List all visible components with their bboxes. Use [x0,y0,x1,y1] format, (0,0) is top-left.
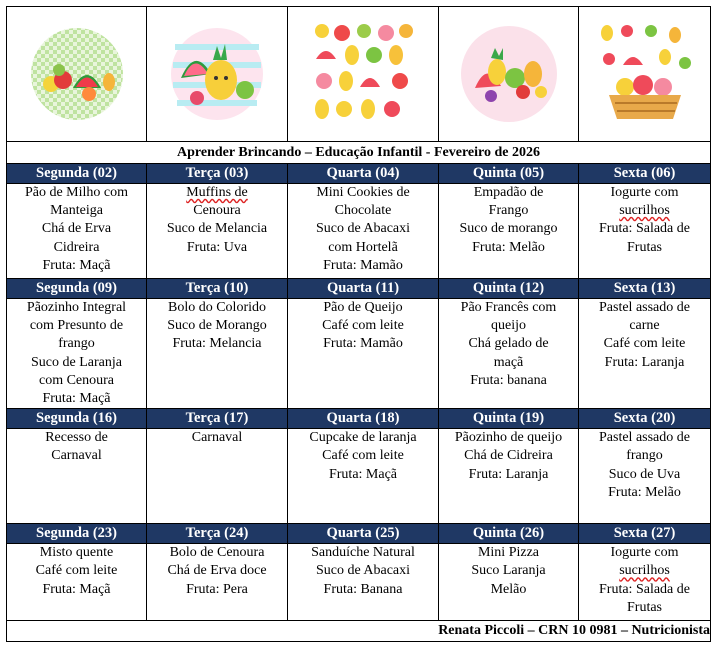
menu-line: Suco de Uva [608,466,681,482]
week-4-menu-row [7,544,711,621]
day-menu [579,429,711,524]
day-header: Terça (24) [147,524,288,544]
menu-line: Mini Pizza [477,545,540,561]
menu-line: Frango [488,203,529,219]
menu-line: com Presunto de [29,318,124,334]
menu-line: Chocolate [334,203,392,219]
menu-line: Fruta: Salada de [599,221,690,237]
menu-line: Fruta: Melão [608,484,681,500]
menu-line: Pastel assado de [599,430,690,446]
day-menu [147,544,288,621]
images-row [7,7,711,142]
menu-line: Chá gelado de [468,336,549,352]
menu-line: Cidreira [53,239,100,255]
image-cell-5 [579,7,711,142]
menu-line: Fruta: Maçã [328,466,398,482]
fruit-basket-icon [593,19,697,129]
day-menu [7,299,147,409]
menu-line: carne [629,318,660,334]
menu-line: Misto quente [39,545,114,561]
day-menu [288,299,439,409]
day-header: Quinta (19) [439,409,579,429]
menu-line: Melão [490,581,527,597]
day-menu [147,299,288,409]
menu-line: Fruta: Mamão [323,336,403,352]
image-cell-3 [288,7,439,142]
menu-line: Suco de Morango [167,318,267,334]
menu-line: Café com leite [35,563,118,579]
day-header: Terça (10) [147,279,288,299]
fruits-group-checkered-icon [29,26,125,122]
menu-line: Fruta: Maçã [42,391,111,407]
menu-line: Fruta: Banana [323,581,403,597]
menu-line: Carnaval [191,430,243,446]
day-menu [439,544,579,621]
menu-line: Café com leite [603,336,686,352]
day-header: Quarta (11) [288,279,439,299]
day-menu [147,184,288,279]
menu-line: Empadão de [473,185,544,200]
day-menu [439,429,579,524]
day-header: Sexta (27) [579,524,711,544]
menu-line: Café com leite [322,448,404,464]
footer-row [7,621,711,642]
menu-line: Chá de Erva [41,221,112,237]
menu-line: sucrilhos [619,563,670,579]
nutritionist-signature: Renata Piccoli – CRN 10 0981 – Nutricionista [7,621,711,642]
menu-line: sucrilhos [619,203,670,219]
menu-line: Suco de morango [459,221,558,237]
menu-line: Frutas [627,599,662,615]
menu-line: Bolo de Cenoura [169,545,265,561]
week-2-menu-row [7,299,711,409]
menu-line: frango [626,448,663,464]
menu-line: Pão Francês com [460,300,557,315]
fruit-pattern-icon [308,19,418,129]
menu-line: Carnaval [51,448,102,464]
day-menu [288,429,439,524]
menu-line: Cupcake de laranja [309,430,417,446]
day-menu [7,544,147,621]
menu-line: Fruta: Laranja [468,466,549,482]
menu-line: Fruta: Melancia [172,336,262,352]
image-cell-1 [7,7,147,142]
menu-line: Cenoura [193,203,241,219]
menu-line: Manteiga [50,203,103,219]
kawaii-pineapple-watermelon-icon [167,24,267,124]
menu-line: Iogurte com [610,185,679,200]
day-header: Quinta (05) [439,164,579,184]
day-header: Segunda (23) [7,524,147,544]
menu-page [6,6,710,642]
day-menu [147,429,288,524]
menu-line: Recesso de [45,430,108,446]
week-1-menu-row [7,184,711,279]
menu-line: Suco de Melancia [166,221,268,237]
menu-line: Iogurte com [610,545,679,561]
menu-line: Pãozinho Integral [26,300,127,315]
page-title: Aprender Brincando – Educação Infantil - Fevereiro de 2026 [7,142,711,164]
week-3-header-row [7,409,711,429]
image-cell-2 [147,7,288,142]
menu-line: maçã [493,354,524,370]
menu-line: Muffins de [186,185,248,200]
menu-table [6,6,711,642]
menu-line: frango [58,336,95,352]
day-header: Quarta (04) [288,164,439,184]
menu-line: Suco de Abacaxi [315,563,411,579]
day-menu [7,429,147,524]
day-header: Terça (03) [147,164,288,184]
menu-line: Mini Cookies de [316,185,410,200]
menu-line: Frutas [627,239,662,255]
day-header: Sexta (06) [579,164,711,184]
menu-line: Chá de Erva doce [167,563,267,579]
menu-line: Chá de Cidreira [464,448,553,464]
day-header: Segunda (09) [7,279,147,299]
week-4-header-row [7,524,711,544]
day-header: Quinta (26) [439,524,579,544]
day-header: Sexta (20) [579,409,711,429]
day-header: Quarta (25) [288,524,439,544]
day-header: Terça (17) [147,409,288,429]
fruit-circle-pink-icon [457,22,561,126]
week-1-header-row [7,164,711,184]
day-menu [439,184,579,279]
menu-line: Pãozinho de queijo [454,430,563,446]
day-header: Sexta (13) [579,279,711,299]
day-menu [7,184,147,279]
day-menu [439,299,579,409]
menu-line: com Cenoura [38,372,115,388]
menu-line: Pastel assado de [599,300,690,315]
menu-line: Fruta: Uva [186,239,248,255]
menu-line: Pão de Queijo [323,300,403,315]
day-menu [288,544,439,621]
menu-line: Bolo do Colorido [167,300,266,315]
day-menu [579,544,711,621]
menu-line: Suco de Abacaxi [315,221,411,237]
day-menu [579,299,711,409]
menu-line: Fruta: Pera [186,581,248,597]
menu-line: Fruta: Salada de [599,581,690,597]
menu-line: Pão de Milho com [24,185,129,200]
day-header: Segunda (16) [7,409,147,429]
week-3-menu-row [7,429,711,524]
image-cell-4 [439,7,579,142]
menu-line: Café com leite [322,318,404,334]
day-header: Quarta (18) [288,409,439,429]
day-menu [288,184,439,279]
menu-line: Fruta: banana [470,372,547,388]
day-header: Segunda (02) [7,164,147,184]
day-menu [579,184,711,279]
menu-line: Fruta: Melão [472,239,545,255]
title-row [7,142,711,164]
day-header: Quinta (12) [439,279,579,299]
menu-line: Fruta: Maçã [42,257,111,273]
menu-line: Fruta: Mamão [323,257,403,273]
menu-line: Sanduíche Natural [311,545,415,561]
menu-line: Suco Laranja [471,563,546,579]
menu-line: com Hortelã [328,239,398,255]
week-2-header-row [7,279,711,299]
menu-line: Fruta: Maçã [42,581,111,597]
menu-line: Fruta: Laranja [604,354,685,370]
menu-line: Suco de Laranja [31,354,122,370]
menu-line: queijo [491,318,526,334]
